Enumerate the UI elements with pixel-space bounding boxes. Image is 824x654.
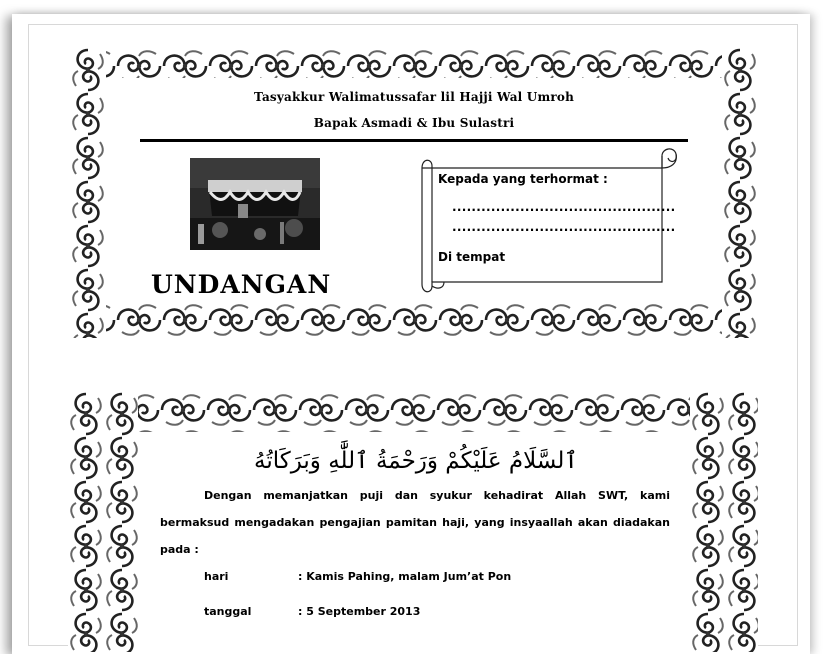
addressee-line-2: .............................................. xyxy=(452,220,676,234)
addressee-label: Kepada yang terhormat : xyxy=(438,172,608,186)
cover-heading: UNDANGAN xyxy=(151,270,332,299)
detail-label-date: tanggal xyxy=(204,605,252,618)
invitation-content xyxy=(138,438,690,652)
kaaba-photo xyxy=(190,158,320,250)
detail-value-day: : Kamis Pahing, malam Jum’at Pon xyxy=(298,570,512,583)
invitation-paragraph xyxy=(160,482,670,563)
ornament-border-bottom xyxy=(70,302,758,338)
ornament-border-top xyxy=(68,392,758,432)
invitation-paragraph-text: Dengan memanjatkan puji dan syukur kehadirat Allah SWT, kami bermaksud mengadakan pengajian pamitan haji, yang insyaallah akan diadakan pada : xyxy=(160,489,670,556)
ornament-border-right xyxy=(722,48,758,338)
salam-greeting: ٱلسَّلَامُ عَلَيْكُمْ وَرَحْمَةُ ٱللَّٰهِ وَبَرَكَاتُهُ xyxy=(254,448,578,474)
detail-label-day: hari xyxy=(204,570,229,583)
ornament-border-left xyxy=(68,392,138,652)
event-title: Tasyakkur Walimatussafar lil Hajji Wal Umroh xyxy=(253,90,575,104)
address-scroll xyxy=(408,146,690,298)
ornament-border-left xyxy=(70,48,106,338)
cover-card xyxy=(70,48,758,338)
addressee-line-1: .............................................. xyxy=(452,200,676,214)
title-divider xyxy=(140,139,688,142)
ornament-border-right xyxy=(690,392,758,652)
invitation-card xyxy=(68,392,758,652)
cover-content xyxy=(106,78,722,304)
hosts-name: Bapak Asmadi & Ibu Sulastri xyxy=(313,116,515,130)
detail-value-date: : 5 September 2013 xyxy=(298,605,421,618)
place-label: Di tempat xyxy=(438,250,506,264)
